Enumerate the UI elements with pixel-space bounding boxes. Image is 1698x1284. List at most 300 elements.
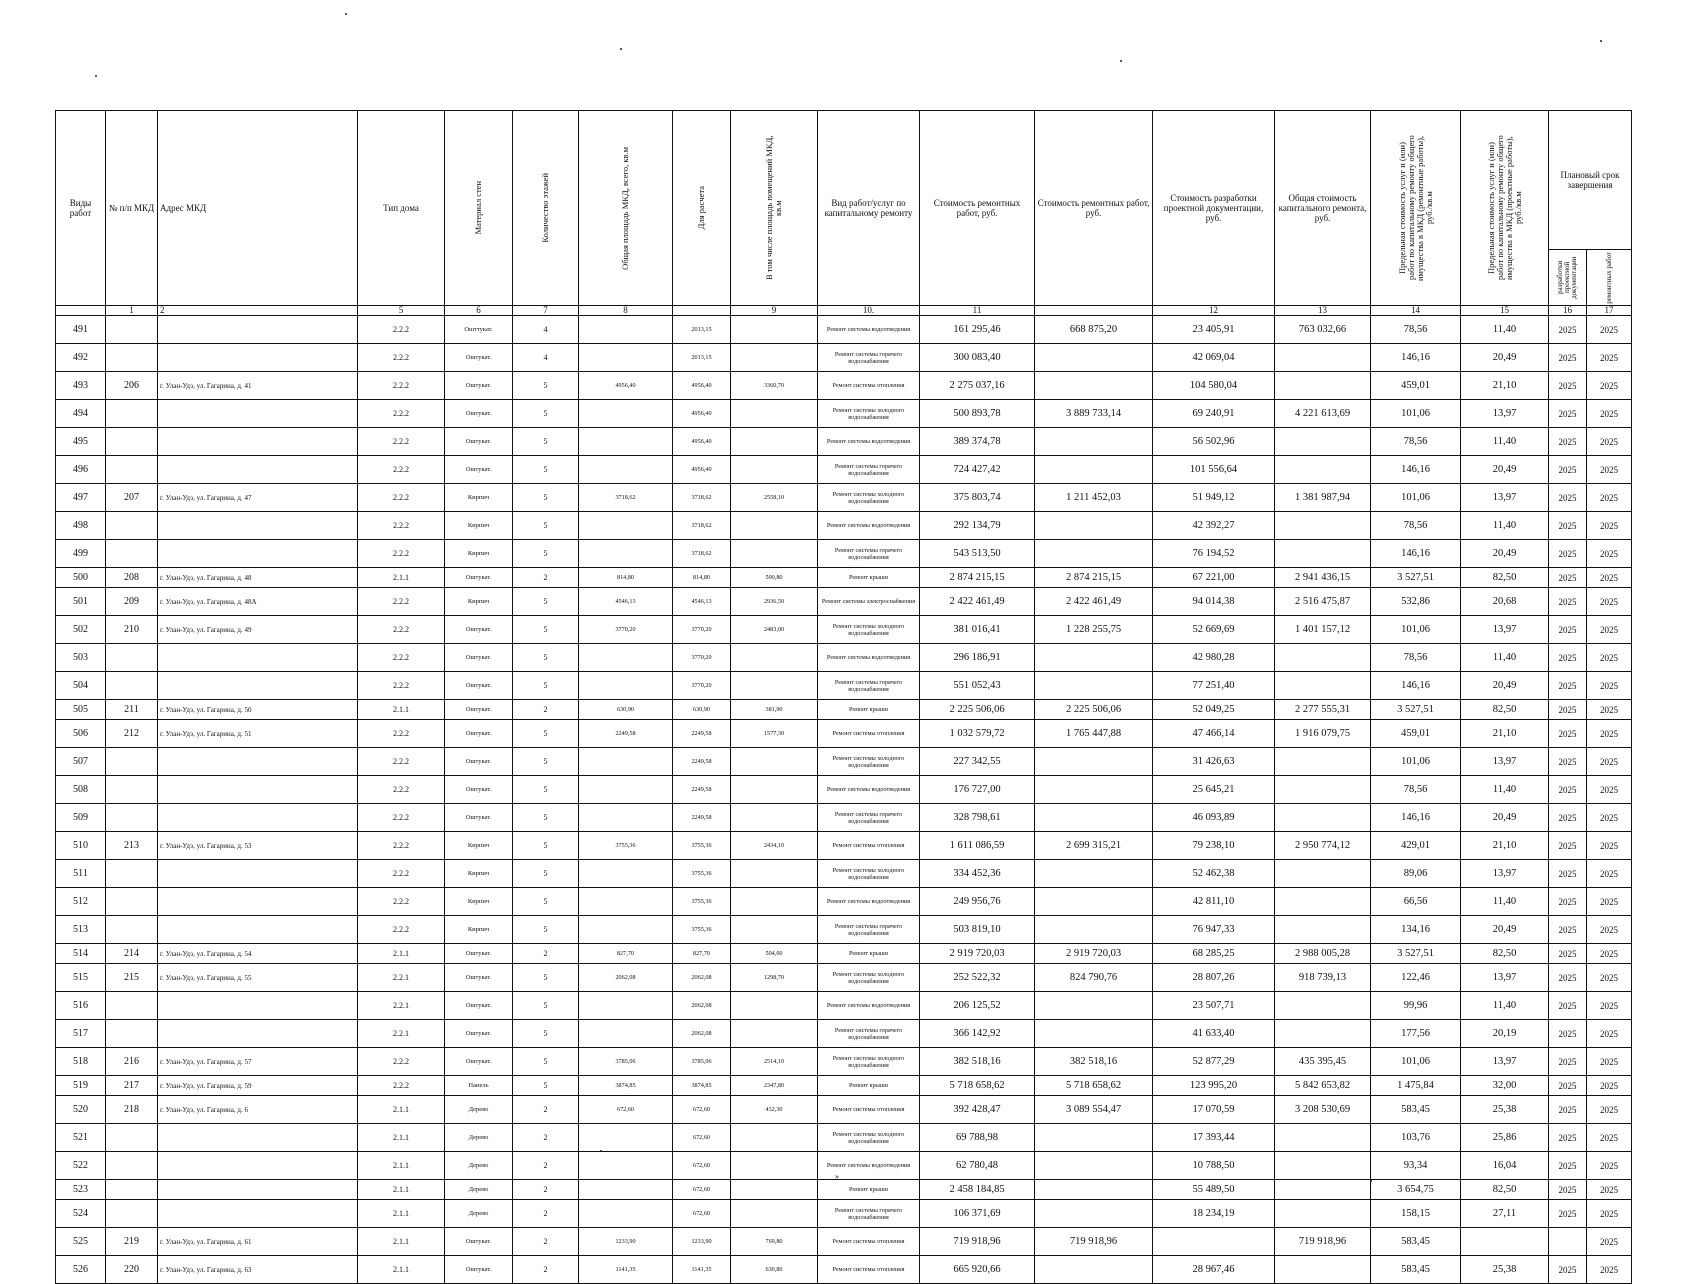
cell-deadline-repair: 2025 (1587, 568, 1632, 588)
cell-design-cost: 51 949,12 (1153, 484, 1275, 512)
cell-repair-cost-total (1035, 992, 1153, 1020)
cell-deadline-repair: 2025 (1587, 400, 1632, 428)
cell-repair-cost: 2 422 461,49 (920, 588, 1035, 616)
cell-floors: 5 (513, 616, 579, 644)
cell-mkd-number: 209 (106, 588, 158, 616)
cell-total-area (579, 804, 673, 832)
cell-total-cost (1275, 1152, 1371, 1180)
cell-limit-repair: 66,56 (1371, 888, 1461, 916)
cell-deadline-design: 2025 (1549, 1180, 1587, 1200)
cell-house-type: 2.1.1 (358, 1180, 445, 1200)
table-row (56, 428, 1632, 456)
cell-area-for-calc: 3718,62 (673, 512, 731, 540)
cell-house-type: 2.2.2 (358, 1076, 445, 1096)
cell-floors: 5 (513, 588, 579, 616)
cell-deadline-design: 2025 (1549, 1256, 1587, 1284)
header-total-area: Общая площадь МКД, всего, кв.м (579, 111, 673, 306)
table-row (56, 484, 1632, 512)
cell-mkd-number: 211 (106, 700, 158, 720)
table-row (56, 1152, 1632, 1180)
cell-total-cost (1275, 512, 1371, 540)
cell-address (158, 1124, 358, 1152)
cell-total-cost (1275, 804, 1371, 832)
cell-floors: 2 (513, 944, 579, 964)
cell-area-for-calc: 3785,06 (673, 1048, 731, 1076)
cell-premises-area: 1577,30 (731, 720, 818, 748)
cell-premises-area (731, 1020, 818, 1048)
cell-total-area (579, 400, 673, 428)
cell-premises-area: 381,90 (731, 700, 818, 720)
cell-repair-cost: 389 374,78 (920, 428, 1035, 456)
cell-address: г. Улан-Удэ, ул. Гагарина, д. 54 (158, 944, 358, 964)
cell-deadline-design: 2025 (1549, 644, 1587, 672)
cell-design-cost: 94 014,38 (1153, 588, 1275, 616)
cell-total-cost (1275, 1256, 1371, 1284)
cell-floors: 5 (513, 964, 579, 992)
cell-limit-repair: 101,06 (1371, 616, 1461, 644)
cell-limit-design: 11,40 (1461, 316, 1549, 344)
header-deadline-design: разработки проектной документации (1549, 250, 1587, 306)
cell-limit-repair: 146,16 (1371, 804, 1461, 832)
cell-limit-repair: 78,56 (1371, 428, 1461, 456)
cell-total-cost (1275, 1180, 1371, 1200)
cell-work-type: Ремонт системы холодного водоснабжения (818, 400, 920, 428)
cell-repair-cost: 382 518,16 (920, 1048, 1035, 1076)
cell-total-cost: 1 381 987,94 (1275, 484, 1371, 512)
cell-wall-material: Кирпич (445, 588, 513, 616)
table-row (56, 672, 1632, 700)
cell-wall-material: Оштукат. (445, 992, 513, 1020)
cell-repair-cost: 252 522,32 (920, 964, 1035, 992)
cell-premises-area (731, 860, 818, 888)
cell-deadline-design: 2025 (1549, 1096, 1587, 1124)
cell-repair-cost: 665 920,66 (920, 1256, 1035, 1284)
cell-limit-repair: 146,16 (1371, 540, 1461, 568)
cell-deadline-design: 2025 (1549, 1020, 1587, 1048)
cell-address (158, 644, 358, 672)
cell-design-cost: 42 811,10 (1153, 888, 1275, 916)
cell-house-type: 2.2.2 (358, 720, 445, 748)
cell-total-cost: 2 950 774,12 (1275, 832, 1371, 860)
cell-premises-area (731, 672, 818, 700)
cell-limit-repair: 78,56 (1371, 776, 1461, 804)
cell-address (158, 804, 358, 832)
cell-deadline-design: 2025 (1549, 540, 1587, 568)
table-row (56, 1256, 1632, 1284)
cell-mkd-number (106, 644, 158, 672)
cell-repair-cost-total: 2 919 720,03 (1035, 944, 1153, 964)
cell-address: г. Улан-Удэ, ул. Гагарина, д. 47 (158, 484, 358, 512)
column-number: 17 (1587, 306, 1632, 316)
cell-work-type: Ремонт системы отопления (818, 1228, 920, 1256)
cell-repair-cost-total: 719 918,96 (1035, 1228, 1153, 1256)
cell-address (158, 1152, 358, 1180)
cell-repair-cost: 227 342,55 (920, 748, 1035, 776)
cell-area-for-calc: 672,60 (673, 1124, 731, 1152)
cell-floors: 5 (513, 1076, 579, 1096)
cell-deadline-design: 2025 (1549, 832, 1587, 860)
cell-mkd-number (106, 1124, 158, 1152)
cell-floors: 5 (513, 512, 579, 540)
table-row (56, 372, 1632, 400)
cell-limit-repair: 3 527,51 (1371, 568, 1461, 588)
cell-repair-cost: 2 458 184,85 (920, 1180, 1035, 1200)
cell-wall-material: Кирпич (445, 484, 513, 512)
scan-speck (1120, 60, 1122, 62)
cell-design-cost: 25 645,21 (1153, 776, 1275, 804)
header-total-cost: Общая стоимость капитального ремонта, руб. (1275, 111, 1371, 306)
cell-mkd-number: 217 (106, 1076, 158, 1096)
header-planned-deadline: Плановый срок завершения (1549, 111, 1632, 250)
cell-design-cost: 28 807,26 (1153, 964, 1275, 992)
cell-wall-material: Оштукат. (445, 964, 513, 992)
cell-total-area (579, 860, 673, 888)
cell-premises-area (731, 344, 818, 372)
cell-total-area: 3874,85 (579, 1076, 673, 1096)
cell-limit-repair: 78,56 (1371, 512, 1461, 540)
column-number: 5 (358, 306, 445, 316)
cell-floors: 2 (513, 1256, 579, 1284)
cell-area-for-calc: 1141,35 (673, 1256, 731, 1284)
cell-repair-cost-total (1035, 1152, 1153, 1180)
cell-limit-repair: 459,01 (1371, 372, 1461, 400)
cell-mkd-number (106, 1020, 158, 1048)
cell-address (158, 1020, 358, 1048)
cell-house-type: 2.2.2 (358, 316, 445, 344)
scan-speck (600, 1150, 602, 1152)
cell-mkd-number (106, 540, 158, 568)
cell-work-type: Ремонт системы горячего водоснабжения (818, 1200, 920, 1228)
cell-deadline-design: 2025 (1549, 1200, 1587, 1228)
cell-wall-material: Оштукат. (445, 1020, 513, 1048)
cell-row-number: 498 (56, 512, 106, 540)
cell-deadline-repair: 2025 (1587, 832, 1632, 860)
cell-premises-area (731, 1200, 818, 1228)
cell-design-cost: 79 238,10 (1153, 832, 1275, 860)
cell-total-area (579, 456, 673, 484)
cell-house-type: 2.2.1 (358, 964, 445, 992)
cell-floors: 5 (513, 644, 579, 672)
cell-wall-material: Оштукат. (445, 428, 513, 456)
cell-repair-cost-total (1035, 776, 1153, 804)
cell-premises-area (731, 1180, 818, 1200)
cell-deadline-repair: 2025 (1587, 344, 1632, 372)
cell-deadline-design (1549, 1228, 1587, 1256)
table-row (56, 700, 1632, 720)
cell-row-number: 495 (56, 428, 106, 456)
cell-mkd-number (106, 400, 158, 428)
cell-address (158, 748, 358, 776)
cell-work-type: Ремонт системы горячего водоснабжения (818, 916, 920, 944)
cell-repair-cost-total (1035, 1124, 1153, 1152)
cell-deadline-design: 2025 (1549, 964, 1587, 992)
cell-repair-cost-total (1035, 860, 1153, 888)
cell-work-type: Ремонт системы отопления (818, 372, 920, 400)
cell-area-for-calc: 2062,08 (673, 1020, 731, 1048)
cell-house-type: 2.2.2 (358, 512, 445, 540)
cell-total-area (579, 644, 673, 672)
cell-area-for-calc: 3755,36 (673, 888, 731, 916)
cell-mkd-number: 206 (106, 372, 158, 400)
cell-wall-material: Оштукат. (445, 748, 513, 776)
cell-total-cost (1275, 860, 1371, 888)
cell-work-type: Ремонт системы отопления (818, 720, 920, 748)
cell-limit-repair: 3 654,75 (1371, 1180, 1461, 1200)
header-repair-cost: Стоимость ремонтных работ, руб. (920, 111, 1035, 306)
cell-design-cost: 76 947,33 (1153, 916, 1275, 944)
cell-limit-design: 13,97 (1461, 616, 1549, 644)
cell-area-for-calc: 2062,08 (673, 992, 731, 1020)
cell-total-area: 814,80 (579, 568, 673, 588)
cell-limit-design: 13,97 (1461, 1048, 1549, 1076)
cell-house-type: 2.2.2 (358, 540, 445, 568)
column-number: 6 (445, 306, 513, 316)
cell-work-type: Ремонт системы горячего водоснабжения (818, 804, 920, 832)
cell-floors: 2 (513, 1228, 579, 1256)
cell-deadline-repair: 2025 (1587, 672, 1632, 700)
cell-total-cost (1275, 992, 1371, 1020)
cell-area-for-calc: 2013,15 (673, 316, 731, 344)
table-row (56, 1076, 1632, 1096)
cell-repair-cost-total (1035, 804, 1153, 832)
cell-work-type: Ремонт системы горячего водоснабжения (818, 540, 920, 568)
cell-area-for-calc: 827,70 (673, 944, 731, 964)
cell-row-number: 494 (56, 400, 106, 428)
cell-address (158, 860, 358, 888)
cell-limit-design: 11,40 (1461, 776, 1549, 804)
cell-address (158, 992, 358, 1020)
cell-house-type: 2.2.2 (358, 1048, 445, 1076)
cell-repair-cost-total (1035, 672, 1153, 700)
cell-repair-cost-total (1035, 748, 1153, 776)
cell-wall-material: Оштукат. (445, 776, 513, 804)
cell-wall-material: Оштукат. (445, 672, 513, 700)
cell-work-type: Ремонт крыши (818, 1180, 920, 1200)
cell-area-for-calc: 2249,58 (673, 720, 731, 748)
cell-row-number: 505 (56, 700, 106, 720)
cell-wall-material: Оштукат. (445, 644, 513, 672)
cell-floors: 5 (513, 748, 579, 776)
cell-wall-material: Панель (445, 1076, 513, 1096)
cell-repair-cost: 503 819,10 (920, 916, 1035, 944)
cell-deadline-repair: 2025 (1587, 1180, 1632, 1200)
cell-address: г. Улан-Удэ, ул. Гагарина, д. 50 (158, 700, 358, 720)
cell-repair-cost-total: 5 718 658,62 (1035, 1076, 1153, 1096)
cell-floors: 5 (513, 804, 579, 832)
cell-work-type: Ремонт системы холодного водоснабжения (818, 616, 920, 644)
cell-total-area (579, 1200, 673, 1228)
cell-floors: 5 (513, 1020, 579, 1048)
cell-limit-repair: 583,45 (1371, 1096, 1461, 1124)
cell-total-cost: 763 032,66 (1275, 316, 1371, 344)
cell-repair-cost: 62 780,48 (920, 1152, 1035, 1180)
column-number: 12 (1153, 306, 1275, 316)
cell-repair-cost: 161 295,46 (920, 316, 1035, 344)
cell-premises-area: 432,30 (731, 1096, 818, 1124)
cell-work-type: Ремонт системы водоотведения (818, 776, 920, 804)
cell-house-type: 2.2.2 (358, 748, 445, 776)
cell-repair-cost: 500 893,78 (920, 400, 1035, 428)
cell-wall-material: Ошттукат. (445, 316, 513, 344)
cell-row-number: 517 (56, 1020, 106, 1048)
cell-address (158, 1200, 358, 1228)
cell-repair-cost: 300 083,40 (920, 344, 1035, 372)
cell-house-type: 2.1.1 (358, 568, 445, 588)
cell-floors: 2 (513, 1152, 579, 1180)
cell-row-number: 496 (56, 456, 106, 484)
table-row (56, 1180, 1632, 1200)
cell-premises-area (731, 1124, 818, 1152)
cell-deadline-repair: 2025 (1587, 992, 1632, 1020)
cell-house-type: 2.2.2 (358, 804, 445, 832)
cell-row-number: 514 (56, 944, 106, 964)
cell-limit-repair: 103,76 (1371, 1124, 1461, 1152)
cell-house-type: 2.1.1 (358, 944, 445, 964)
cell-row-number: 521 (56, 1124, 106, 1152)
cell-house-type: 2.2.2 (358, 344, 445, 372)
table-row (56, 1020, 1632, 1048)
cell-floors: 4 (513, 344, 579, 372)
cell-row-number: 525 (56, 1228, 106, 1256)
cell-area-for-calc: 630,90 (673, 700, 731, 720)
cell-repair-cost-total: 1 765 447,88 (1035, 720, 1153, 748)
cell-total-cost (1275, 1124, 1371, 1152)
cell-address (158, 316, 358, 344)
table-row (56, 344, 1632, 372)
cell-total-area (579, 916, 673, 944)
cell-total-area (579, 1152, 673, 1180)
cell-address (158, 400, 358, 428)
cell-area-for-calc: 3770,20 (673, 644, 731, 672)
cell-mkd-number (106, 804, 158, 832)
cell-house-type: 2.2.2 (358, 588, 445, 616)
cell-design-cost: 23 405,91 (1153, 316, 1275, 344)
cell-total-cost (1275, 748, 1371, 776)
cell-premises-area: 2347,80 (731, 1076, 818, 1096)
cell-row-number: 520 (56, 1096, 106, 1124)
cell-work-type: Ремонт системы горячего водоснабжения (818, 456, 920, 484)
cell-total-area (579, 776, 673, 804)
cell-floors: 5 (513, 720, 579, 748)
cell-area-for-calc: 4956,40 (673, 428, 731, 456)
column-number-row (56, 306, 1632, 316)
table-row (56, 776, 1632, 804)
cell-total-area: 1233,90 (579, 1228, 673, 1256)
cell-repair-cost-total (1035, 1200, 1153, 1228)
cell-work-type: Ремонт системы водоотведения (818, 1152, 920, 1180)
cell-design-cost: 42 069,04 (1153, 344, 1275, 372)
cell-repair-cost: 69 788,98 (920, 1124, 1035, 1152)
cell-row-number: 502 (56, 616, 106, 644)
table-row (56, 400, 1632, 428)
cell-total-area (579, 540, 673, 568)
header-works: Виды работ (56, 111, 106, 306)
cell-design-cost: 42 980,28 (1153, 644, 1275, 672)
table-row (56, 1200, 1632, 1228)
cell-repair-cost: 106 371,69 (920, 1200, 1035, 1228)
cell-area-for-calc: 4956,40 (673, 372, 731, 400)
cell-deadline-design: 2025 (1549, 916, 1587, 944)
cell-area-for-calc: 4546,13 (673, 588, 731, 616)
cell-total-area: 2249,58 (579, 720, 673, 748)
cell-design-cost: 104 580,04 (1153, 372, 1275, 400)
cell-mkd-number: 208 (106, 568, 158, 588)
cell-total-area (579, 748, 673, 776)
header-limit-repair: Предельная стоимость услуг и (или) работ по капитальному ремонту общего имущества в МКД (ремонтные работы), руб./кв.м (1371, 111, 1461, 306)
cell-limit-design: 21,10 (1461, 832, 1549, 860)
cell-row-number: 513 (56, 916, 106, 944)
cell-design-cost: 68 285,25 (1153, 944, 1275, 964)
cell-premises-area (731, 776, 818, 804)
cell-deadline-repair: 2025 (1587, 1096, 1632, 1124)
cell-floors: 2 (513, 568, 579, 588)
header-mkd-number: № п/п МКД (106, 111, 158, 306)
cell-house-type: 2.2.2 (358, 916, 445, 944)
table-row (56, 992, 1632, 1020)
header-limit-design: Предельная стоимость услуг и (или) работ по капитальному ремонту общего имущества в МКД (проектные работы), руб./кв.м (1461, 111, 1549, 306)
cell-row-number: 526 (56, 1256, 106, 1284)
cell-deadline-repair: 2025 (1587, 888, 1632, 916)
cell-limit-design: 13,97 (1461, 860, 1549, 888)
cell-limit-design: 21,10 (1461, 720, 1549, 748)
cell-total-cost: 5 842 653,82 (1275, 1076, 1371, 1096)
cell-row-number: 503 (56, 644, 106, 672)
cell-work-type: Ремонт системы водоотведения (818, 888, 920, 916)
cell-repair-cost: 5 718 658,62 (920, 1076, 1035, 1096)
cell-deadline-design: 2025 (1549, 1076, 1587, 1096)
cell-repair-cost-total: 668 875,20 (1035, 316, 1153, 344)
cell-address: г. Улан-Удэ, ул. Гагарина, д. 6 (158, 1096, 358, 1124)
cell-deadline-repair: 2025 (1587, 428, 1632, 456)
cell-house-type: 2.1.1 (358, 1228, 445, 1256)
cell-floors: 5 (513, 992, 579, 1020)
table-row (56, 540, 1632, 568)
cell-design-cost: 52 049,25 (1153, 700, 1275, 720)
cell-deadline-repair: 2025 (1587, 1152, 1632, 1180)
cell-design-cost: 52 877,29 (1153, 1048, 1275, 1076)
cell-wall-material: Оштукат. (445, 804, 513, 832)
cell-premises-area: 2936,50 (731, 588, 818, 616)
cell-design-cost: 17 070,59 (1153, 1096, 1275, 1124)
cell-house-type: 2.1.1 (358, 1152, 445, 1180)
cell-area-for-calc: 2249,58 (673, 804, 731, 832)
cell-premises-area: 1298,70 (731, 964, 818, 992)
cell-house-type: 2.2.2 (358, 484, 445, 512)
cell-mkd-number: 207 (106, 484, 158, 512)
cell-address: г. Улан-Удэ, ул. Гагарина, д. 48 (158, 568, 358, 588)
table-row (56, 832, 1632, 860)
cell-repair-cost-total (1035, 644, 1153, 672)
cell-limit-design: 11,40 (1461, 512, 1549, 540)
cell-area-for-calc: 672,60 (673, 1200, 731, 1228)
cell-floors: 4 (513, 316, 579, 344)
table-row (56, 964, 1632, 992)
cell-row-number: 519 (56, 1076, 106, 1096)
cell-deadline-repair: 2025 (1587, 748, 1632, 776)
cell-row-number: 508 (56, 776, 106, 804)
cell-total-cost: 2 988 005,28 (1275, 944, 1371, 964)
cell-limit-repair: 101,06 (1371, 1048, 1461, 1076)
cell-deadline-repair: 2025 (1587, 964, 1632, 992)
cell-work-type: Ремонт системы отопления (818, 1096, 920, 1124)
cell-address (158, 1180, 358, 1200)
cell-design-cost (1153, 1228, 1275, 1256)
cell-address: г. Улан-Удэ, ул. Гагарина, д. 57 (158, 1048, 358, 1076)
cell-row-number: 504 (56, 672, 106, 700)
cell-row-number: 512 (56, 888, 106, 916)
cell-repair-cost: 2 874 215,15 (920, 568, 1035, 588)
cell-mkd-number: 210 (106, 616, 158, 644)
